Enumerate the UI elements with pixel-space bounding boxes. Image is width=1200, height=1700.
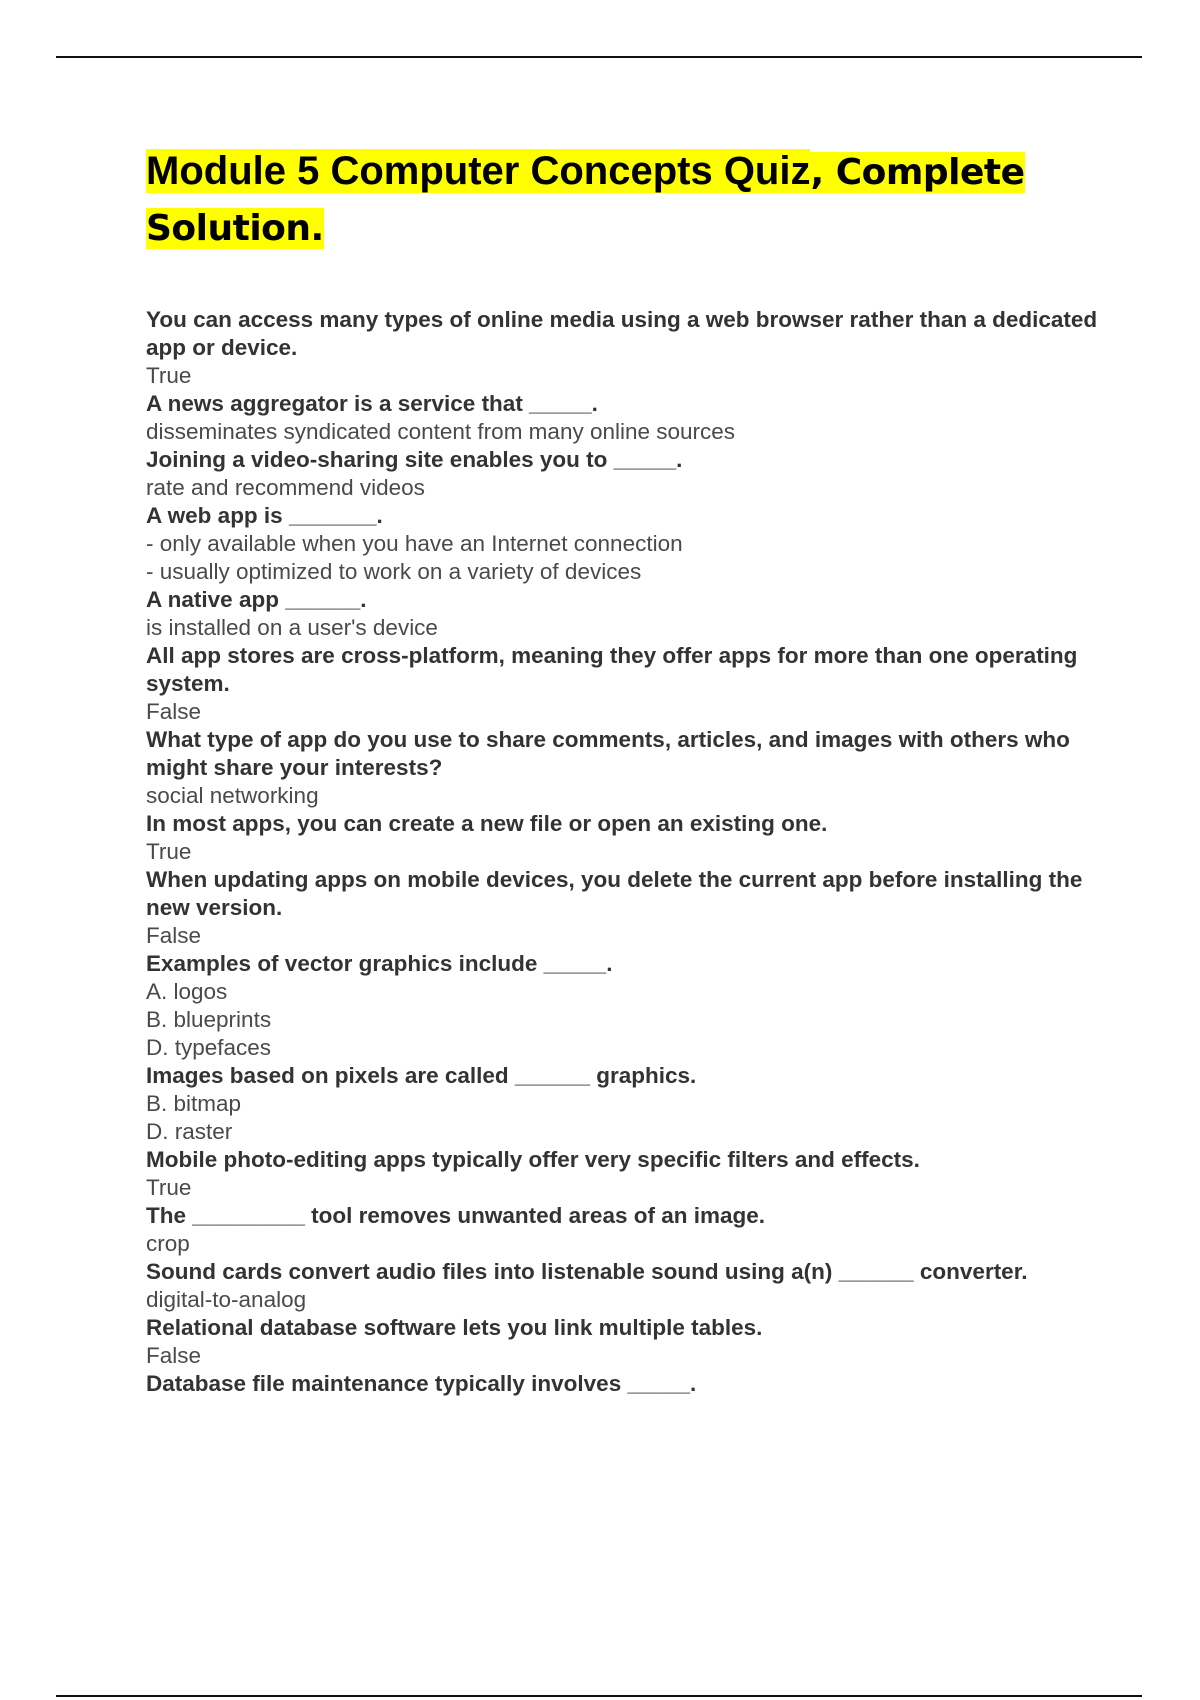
answer-13-1: crop <box>146 1231 190 1256</box>
answer-15-1: False <box>146 1343 202 1368</box>
document-title <box>146 144 1106 256</box>
question-4: A web app is _______. <box>146 503 383 528</box>
question-1: You can access many types of online media using a web browser rather than a dedicated app or device. <box>146 307 1098 360</box>
question-2: A news aggregator is a service that _____. <box>146 391 598 416</box>
answer-1-1: True <box>146 363 192 388</box>
header-rule <box>56 56 1142 58</box>
question-10: Examples of vector graphics include _____. <box>146 951 613 976</box>
question-12: Mobile photo-editing apps typically offer very specific filters and effects. <box>146 1147 920 1172</box>
title-main: Module 5 Computer Concepts Quiz <box>146 149 811 193</box>
answer-10-1: A. logos <box>146 979 228 1004</box>
answer-8-1: True <box>146 839 192 864</box>
question-5: A native app ______. <box>146 587 367 612</box>
question-13: The _________ tool removes unwanted areas of an image. <box>146 1203 766 1228</box>
question-9: When updating apps on mobile devices, you delete the current app before installing the new version. <box>146 867 1083 920</box>
question-6: All app stores are cross-platform, meaning they offer apps for more than one operating system. <box>146 643 1078 696</box>
answer-4-2: - usually optimized to work on a variety of devices <box>146 559 642 584</box>
question-15: Relational database software lets you link multiple tables. <box>146 1315 763 1340</box>
quiz-content <box>146 306 1106 1398</box>
question-8: In most apps, you can create a new file or open an existing one. <box>146 811 828 836</box>
answer-7-1: social networking <box>146 783 319 808</box>
question-11: Images based on pixels are called ______ graphics. <box>146 1063 697 1088</box>
answer-14-1: digital-to-analog <box>146 1287 307 1312</box>
question-14: Sound cards convert audio files into listenable sound using a(n) ______ converter. <box>146 1259 1028 1284</box>
title-suffix: , Complete Solution. <box>146 152 1025 249</box>
question-3: Joining a video-sharing site enables you to _____. <box>146 447 683 472</box>
answer-11-2: D. raster <box>146 1119 233 1144</box>
answer-10-2: B. blueprints <box>146 1007 272 1032</box>
answer-5-1: is installed on a user's device <box>146 615 438 640</box>
answer-4-1: - only available when you have an Internet connection <box>146 531 683 556</box>
answer-10-3: D. typefaces <box>146 1035 272 1060</box>
answer-12-1: True <box>146 1175 192 1200</box>
answer-2-1: disseminates syndicated content from many online sources <box>146 419 736 444</box>
answer-9-1: False <box>146 923 202 948</box>
footer-rule <box>56 1695 1142 1697</box>
question-16: Database file maintenance typically involves _____. <box>146 1371 697 1396</box>
answer-3-1: rate and recommend videos <box>146 475 425 500</box>
answer-6-1: False <box>146 699 202 724</box>
answer-11-1: B. bitmap <box>146 1091 242 1116</box>
question-7: What type of app do you use to share comments, articles, and images with others who might share your interests? <box>146 727 1070 780</box>
